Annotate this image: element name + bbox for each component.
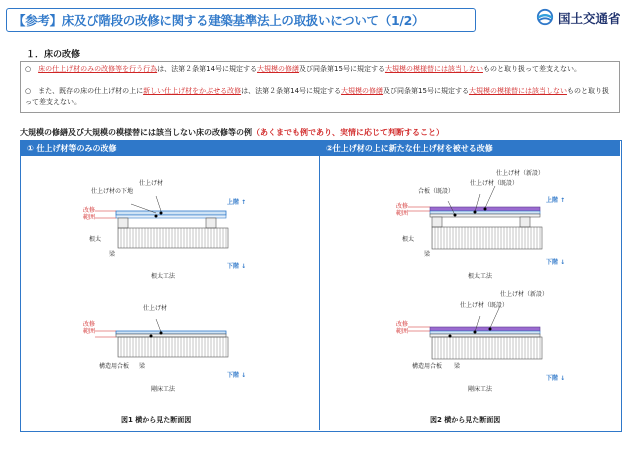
- note-highlight: 大規模の模様替には該当しない: [468, 87, 567, 95]
- panel-2: [320, 141, 620, 430]
- note-text: は、法第２条第14号に規定する: [241, 87, 342, 95]
- p2-top-existing: [430, 211, 540, 214]
- note-highlight: 新しい仕上げ材をかぶせる改修: [143, 87, 242, 95]
- note-highlight: 大規模の修繕: [341, 87, 384, 95]
- section-heading: １．床の改修: [26, 50, 81, 60]
- p2-top-label-new: 仕上げ材（新設）: [496, 170, 545, 177]
- p1-top-beam: [118, 228, 228, 248]
- panel-2-diagram: [320, 156, 618, 406]
- p2-top-plywood: [430, 214, 540, 217]
- note-text: また、既存の床の仕上げ材の上に: [38, 87, 144, 95]
- figure-frame: [20, 140, 622, 432]
- panel-2-header: ②仕上げ材の上に新たな仕上げ材を被せる改修: [320, 141, 620, 156]
- note-text: ものと取り扱って差支えない。: [482, 65, 581, 73]
- p1-bottom-beam: [118, 337, 228, 357]
- note-highlight: 大規模の修繕: [257, 65, 300, 73]
- p2-bottom-new: [430, 327, 540, 331]
- p2-top-upper: 上階 ↑: [546, 197, 566, 204]
- examples-heading: [20, 127, 444, 138]
- panel-1-header: ① 仕上げ材等のみの改修: [21, 141, 319, 156]
- note-bullet: ○: [25, 65, 39, 73]
- notes-box: [20, 61, 620, 113]
- p1-bottom-finish: [116, 331, 226, 334]
- p1-bottom-scope: 改修 範囲: [83, 321, 96, 335]
- note-text: 及び同条第15号に規定する: [299, 65, 385, 73]
- p2-caption: 図2 横から見た断面図: [430, 416, 501, 424]
- ministry-logo: [536, 6, 636, 30]
- panel-1-diagram: [21, 156, 318, 406]
- p2-bottom-existing: [430, 331, 540, 334]
- p1-bottom-lower: 下階 ↓: [227, 372, 247, 379]
- p2-top-label-joist: 根太: [402, 236, 415, 243]
- p2-bottom-plywood: [430, 334, 540, 337]
- p2-bottom-label-plywood: 構造用合板: [412, 363, 443, 370]
- mlit-logo-icon: [536, 8, 554, 26]
- p1-top-finish: [116, 211, 226, 215]
- title-bar: [6, 8, 476, 32]
- p1-top-label-finish: 仕上げ材: [139, 180, 164, 187]
- p1-top-base: [116, 215, 226, 218]
- p1-top-lower: 下階 ↓: [227, 263, 247, 270]
- p2-top-label-existing: 仕上げ材（既設）: [470, 180, 519, 187]
- note-text: は、法第２条第14号に規定する: [157, 65, 258, 73]
- page-title: 【参考】床及び階段の改修に関する建築基準法上の取扱いについて（1/2）: [13, 13, 425, 28]
- p2-top-scope: 改修 範囲: [396, 203, 409, 217]
- note-text: ものと取り扱って差支えない。: [25, 87, 609, 106]
- p2-bottom-beam: [432, 337, 542, 359]
- note-bullet: ○: [25, 87, 39, 95]
- p2-top-method: 根太工法: [468, 273, 493, 280]
- p2-bottom-label-existing: 仕上げ材（既設）: [460, 302, 509, 309]
- note-2: [25, 86, 615, 107]
- p1-bottom-plywood: [116, 334, 226, 337]
- p2-bottom-scope: 改修 範囲: [396, 321, 409, 335]
- p2-bottom-label-beam: 梁: [454, 363, 461, 370]
- p2-top-lower: 下階 ↓: [546, 259, 566, 266]
- p2-top-label-plywood: 合板（既設）: [418, 188, 455, 195]
- note-highlight: 大規模の模様替には該当しない: [384, 65, 483, 73]
- p2-top-joist: [432, 217, 442, 227]
- p1-top-joist2: [206, 218, 216, 228]
- ministry-name: 国土交通省: [558, 11, 621, 26]
- note-text: 及び同条第15号に規定する: [383, 87, 469, 95]
- p2-bottom-lower: 下階 ↓: [546, 375, 566, 382]
- examples-note: （あくまでも例であり、実情に応じて判断すること）: [252, 128, 444, 137]
- p1-bottom-label-finish: 仕上げ材: [143, 305, 168, 312]
- p1-top-label-joist: 根太: [89, 236, 102, 243]
- p2-top-joist2: [520, 217, 530, 227]
- p1-top-joist: [118, 218, 128, 228]
- p1-top-method: 根太工法: [151, 273, 176, 280]
- p2-bottom-method: 剛床工法: [468, 386, 493, 393]
- note-1: [25, 64, 615, 75]
- panel-1: [21, 141, 320, 430]
- p1-top-upper: 上階 ↑: [227, 199, 247, 206]
- note-highlight: 床の仕上げ材のみの改修等を行う行為: [38, 65, 158, 73]
- p1-caption: 図1 横から見た断面図: [121, 416, 192, 424]
- p1-bottom-label-plywood: 構造用合板: [99, 363, 130, 370]
- p1-top-scope: 改修 範囲: [83, 207, 96, 221]
- p1-top-label-beam: 梁: [109, 251, 116, 258]
- p1-bottom-label-beam: 梁: [139, 363, 146, 370]
- p2-top-label-beam: 梁: [424, 251, 431, 258]
- p1-top-label-base: 仕上げ材の下地: [91, 188, 134, 195]
- p1-bottom-method: 剛床工法: [151, 386, 176, 393]
- p2-top-beam: [432, 227, 542, 249]
- p2-bottom-label-new: 仕上げ材（新設）: [500, 291, 549, 298]
- examples-title: 大規模の修繕及び大規模の模様替には該当しない床の改修等の例: [20, 128, 252, 137]
